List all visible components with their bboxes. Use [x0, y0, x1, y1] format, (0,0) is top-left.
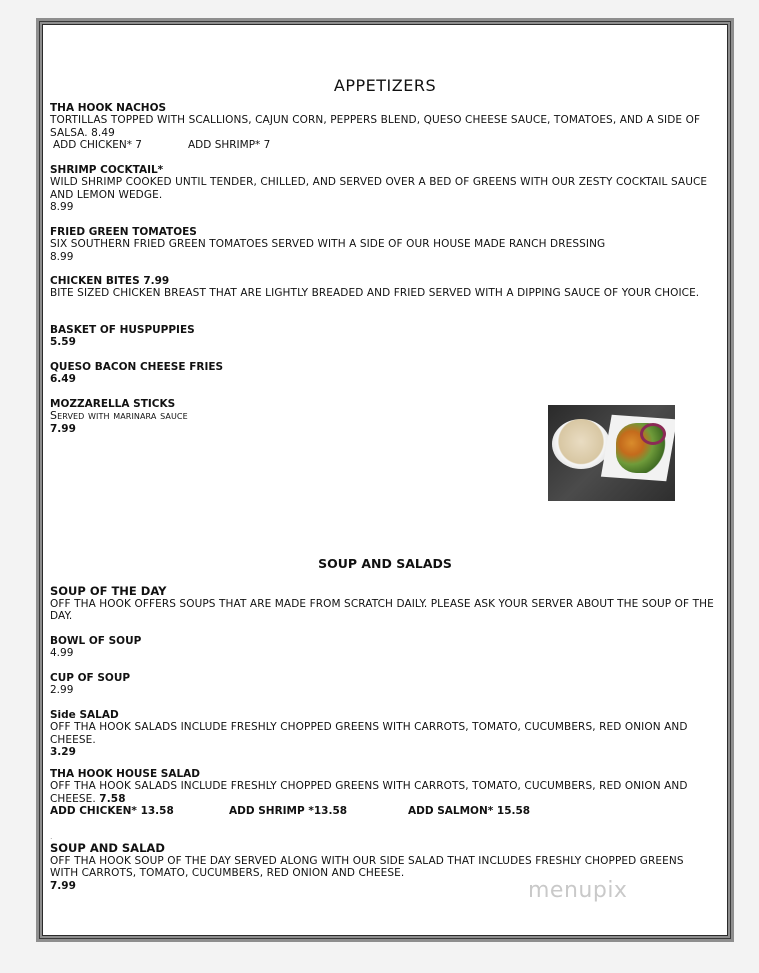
- addon-shrimp: ADD SHRIMP* 7: [188, 138, 271, 151]
- watermark: menupix: [528, 878, 628, 903]
- menu-item-bowl-of-soup: [50, 635, 720, 660]
- item-name: Side SALAD: [50, 709, 119, 721]
- item-price: 2.99: [50, 684, 74, 697]
- addon-chicken: ADD CHICKEN* 7: [53, 138, 142, 151]
- menu-item-chicken-bites: [50, 275, 720, 300]
- item-price: 5.59: [50, 336, 76, 349]
- item-desc-text: OFF THA HOOK SALADS INCLUDE FRESHLY CHOPPED GREENS WITH CARROTS, TOMATO, CUCUMBERS, RED ONION AND CHEESE.: [50, 780, 688, 805]
- menu-item-house-salad: [50, 768, 720, 817]
- soup-bowl-image: [552, 419, 610, 469]
- item-name: SHRIMP COCKTAIL*: [50, 164, 164, 176]
- item-price: 7.58: [99, 792, 126, 805]
- menu-item-cup-of-soup: [50, 672, 720, 697]
- item-name: BOWL OF SOUP: [50, 635, 142, 647]
- item-desc: SIX SOUTHERN FRIED GREEN TOMATOES SERVED WITH A SIDE OF OUR HOUSE MADE RANCH DRESSING: [50, 238, 606, 251]
- item-name: THA HOOK NACHOS: [50, 102, 167, 114]
- item-addons: [50, 805, 720, 817]
- item-price: 8.99: [50, 200, 74, 213]
- item-name: MOZZARELLA STICKS: [50, 398, 176, 410]
- menu-item-side-salad: [50, 709, 720, 758]
- item-desc: BITE SIZED CHICKEN BREAST THAT ARE LIGHTLY BREADED AND FRIED SERVED WITH A DIPPING SAUCE OF YOUR CHOICE.: [50, 287, 700, 300]
- menu-item-fried-green-tomatoes: [50, 226, 720, 263]
- item-name: FRIED GREEN TOMATOES: [50, 226, 197, 238]
- menu-item-nachos: [50, 102, 720, 151]
- menu-item-soup-of-the-day: [50, 584, 720, 623]
- item-addons: [50, 139, 720, 151]
- item-price: 8.99: [50, 250, 74, 263]
- item-desc: TORTILLAS TOPPED WITH SCALLIONS, CAJUN CORN, PEPPERS BLEND, QUESO CHEESE SAUCE, TOMATOES, AND A SIDE OF SALSA. 8.49: [50, 114, 701, 139]
- item-price: 3.29: [50, 745, 76, 758]
- item-price: 7.99: [50, 422, 76, 435]
- menu-item-queso-bacon-fries: [50, 361, 720, 386]
- item-name: THA HOOK HOUSE SALAD: [50, 768, 201, 780]
- food-photo: [548, 405, 675, 501]
- item-name: CUP OF SOUP: [50, 672, 131, 684]
- item-desc: OFF THA HOOK SALADS INCLUDE FRESHLY CHOPPED GREENS WITH CARROTS, TOMATO, CUCUMBERS, RED ONION AND CHEESE.: [50, 721, 688, 746]
- item-price: 6.49: [50, 373, 76, 386]
- item-name: BASKET OF HUSPUPPIES: [50, 324, 195, 336]
- item-desc: OFF THA HOOK SOUP OF THE DAY SERVED ALONG WITH OUR SIDE SALAD THAT INCLUDES FRESHLY CHOPPED GREENS WITH CARROTS, TOMATO, CUCUMBERS, RED ONION AND CHEESE.: [50, 855, 684, 880]
- stray-mark: .: [50, 832, 53, 841]
- addon-salmon: ADD SALMON* 15.58: [408, 804, 531, 817]
- item-desc: WILD SHRIMP COOKED UNTIL TENDER, CHILLED, AND SERVED OVER A BED OF GREENS WITH OUR ZESTY COCKTAIL SAUCE AND LEMON WEDGE.: [50, 176, 708, 201]
- appetizers-heading: APPETIZERS: [333, 76, 437, 95]
- onion-ring-image: [640, 423, 666, 445]
- item-desc: OFF THA HOOK OFFERS SOUPS THAT ARE MADE FROM SCRATCH DAILY. PLEASE ASK YOUR SERVER ABOUT THE SOUP OF THE DAY.: [50, 598, 714, 623]
- item-name: CHICKEN BITES 7.99: [50, 275, 170, 287]
- addon-shrimp: ADD SHRIMP *13.58: [229, 804, 348, 817]
- item-name: SOUP AND SALAD: [50, 841, 165, 855]
- menu-item-hushpuppies: [50, 324, 720, 349]
- item-name: SOUP OF THE DAY: [50, 584, 167, 598]
- item-name: QUESO BACON CHEESE FRIES: [50, 361, 224, 373]
- item-desc: [50, 780, 720, 805]
- item-desc: Served with marinara sauce: [50, 409, 188, 423]
- item-price: 7.99: [50, 879, 76, 892]
- soup-salads-heading: SOUP AND SALADS: [318, 556, 452, 571]
- item-price: 4.99: [50, 647, 74, 660]
- menu-item-shrimp-cocktail: [50, 164, 720, 213]
- addon-chicken: ADD CHICKEN* 13.58: [50, 804, 174, 817]
